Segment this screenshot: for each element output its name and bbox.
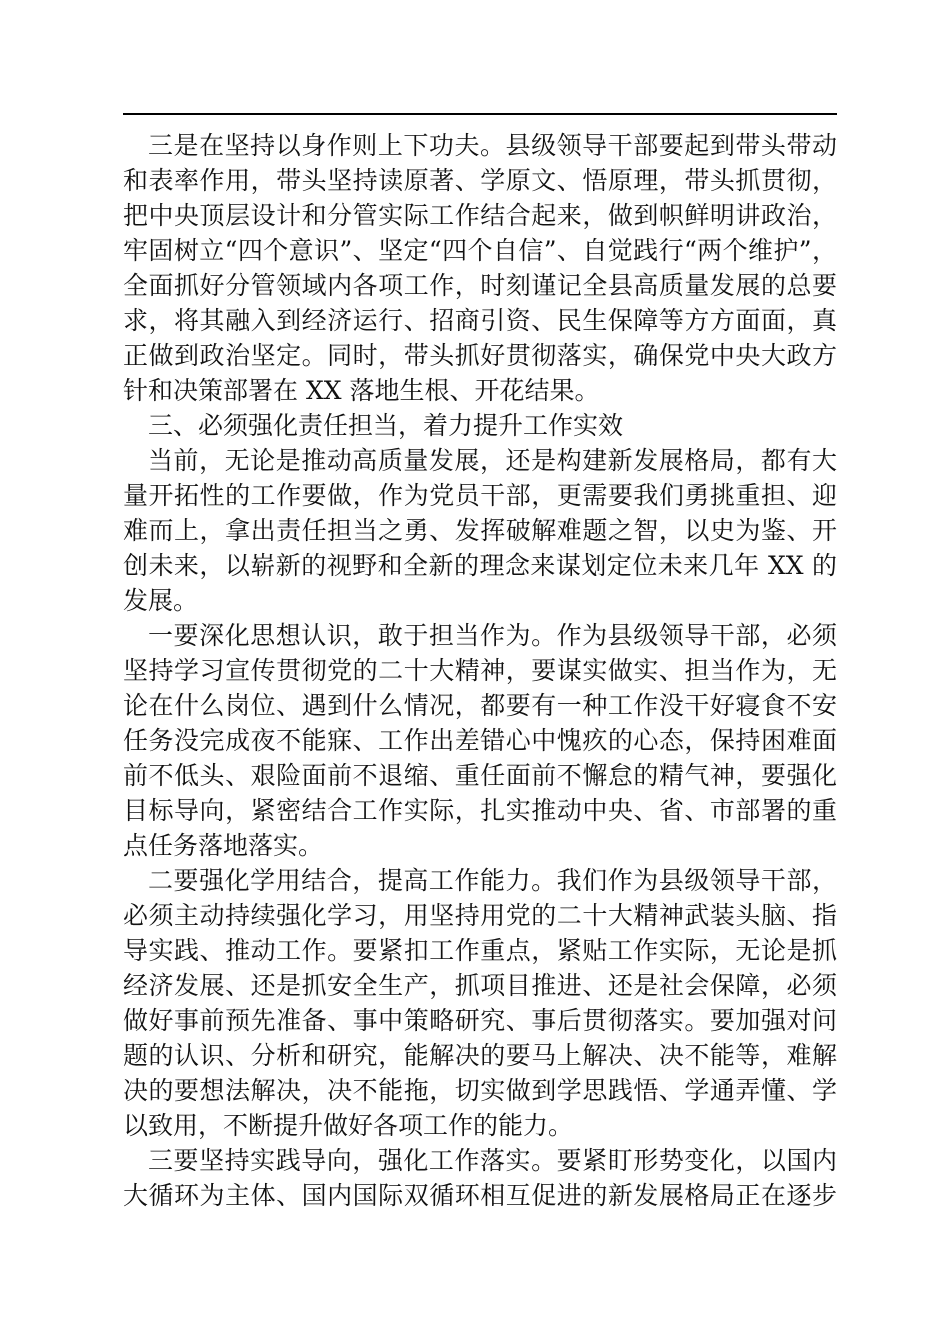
paragraph-line: 大循环为主体、国内国际双循环相互促进的新发展格局正在逐步 [123, 1181, 837, 1210]
paragraph-line: 当前，无论是推动高质量发展，还是构建新发展格局，都有大 [148, 446, 837, 475]
paragraph-line: 导实践、推动工作。要紧扣工作重点，紧贴工作实际，无论是抓 [123, 936, 837, 965]
paragraph-line: 做好事前预先准备、事中策略研究、事后贯彻落实。要加强对问 [123, 1006, 837, 1035]
paragraph-line: 前不低头、艰险面前不退缩、重任面前不懈怠的精气神，要强化 [123, 761, 837, 790]
paragraph-line: 经济发展、还是抓安全生产，抓项目推进、还是社会保障，必须 [123, 971, 837, 1000]
paragraph-line: 论在什么岗位、遇到什么情况，都要有一种工作没干好寝食不安 [123, 691, 837, 720]
paragraph-line: 全面抓好分管领域内各项工作，时刻谨记全县高质量发展的总要 [123, 271, 837, 300]
paragraph-line: 题的认识、分析和研究，能解决的要马上解决、决不能等，难解 [123, 1041, 837, 1070]
paragraph-line: 目标导向，紧密结合工作实际，扎实推动中央、省、市部署的重 [123, 796, 837, 825]
paragraph-line: 三要坚持实践导向，强化工作落实。要紧盯形势变化，以国内 [148, 1146, 837, 1175]
paragraph-line: 针和决策部署在 XX 落地生根、开花结果。 [123, 376, 600, 405]
document-body [123, 128, 837, 1213]
paragraph-line: 发展。 [123, 586, 199, 615]
paragraph-line: 坚持学习宣传贯彻党的二十大精神，要谋实做实、担当作为，无 [123, 656, 837, 685]
paragraph-line: 和表率作用，带头坚持读原著、学原文、悟原理，带头抓贯彻， [123, 166, 837, 195]
paragraph-line: 决的要想法解决，决不能拖，切实做到学思践悟、学通弄懂、学 [123, 1076, 837, 1105]
header-rule [123, 113, 837, 115]
paragraph-line: 以致用，不断提升做好各项工作的能力。 [123, 1111, 574, 1140]
paragraph-line: 难而上，拿出责任担当之勇、发挥破解难题之智，以史为鉴、开 [123, 516, 837, 545]
paragraph-line: 三是在坚持以身作则上下功夫。县级领导干部要起到带头带动 [148, 131, 837, 160]
paragraph-line: 一要深化思想认识，敢于担当作为。作为县级领导干部，必须 [148, 621, 837, 650]
paragraph-line: 求，将其融入到经济运行、招商引资、民生保障等方方面面，真 [123, 306, 837, 335]
paragraph-line: 任务没完成夜不能寐、工作出差错心中愧疚的心态，保持困难面 [123, 726, 837, 755]
paragraph-line: 量开拓性的工作要做，作为党员干部，更需要我们勇挑重担、迎 [123, 481, 837, 510]
paragraph-line: 创未来，以崭新的视野和全新的理念来谋划定位未来几年 XX 的 [123, 551, 837, 580]
paragraph-line: 点任务落地落实。 [123, 831, 324, 860]
paragraph-line: 正做到政治坚定。同时，带头抓好贯彻落实，确保党中央大政方 [123, 341, 837, 370]
paragraph-line: 二要强化学用结合，提高工作能力。我们作为县级领导干部， [148, 866, 837, 895]
paragraph-line: 必须主动持续强化学习，用坚持用党的二十大精神武装头脑、指 [123, 901, 837, 930]
section-heading: 三、必须强化责任担当，着力提升工作实效 [148, 411, 624, 440]
paragraph-line: 牢固树立“四个意识”、坚定“四个自信”、自觉践行“两个维护”， [123, 236, 837, 265]
paragraph-line: 把中央顶层设计和分管实际工作结合起来，做到帜鲜明讲政治， [123, 201, 837, 230]
